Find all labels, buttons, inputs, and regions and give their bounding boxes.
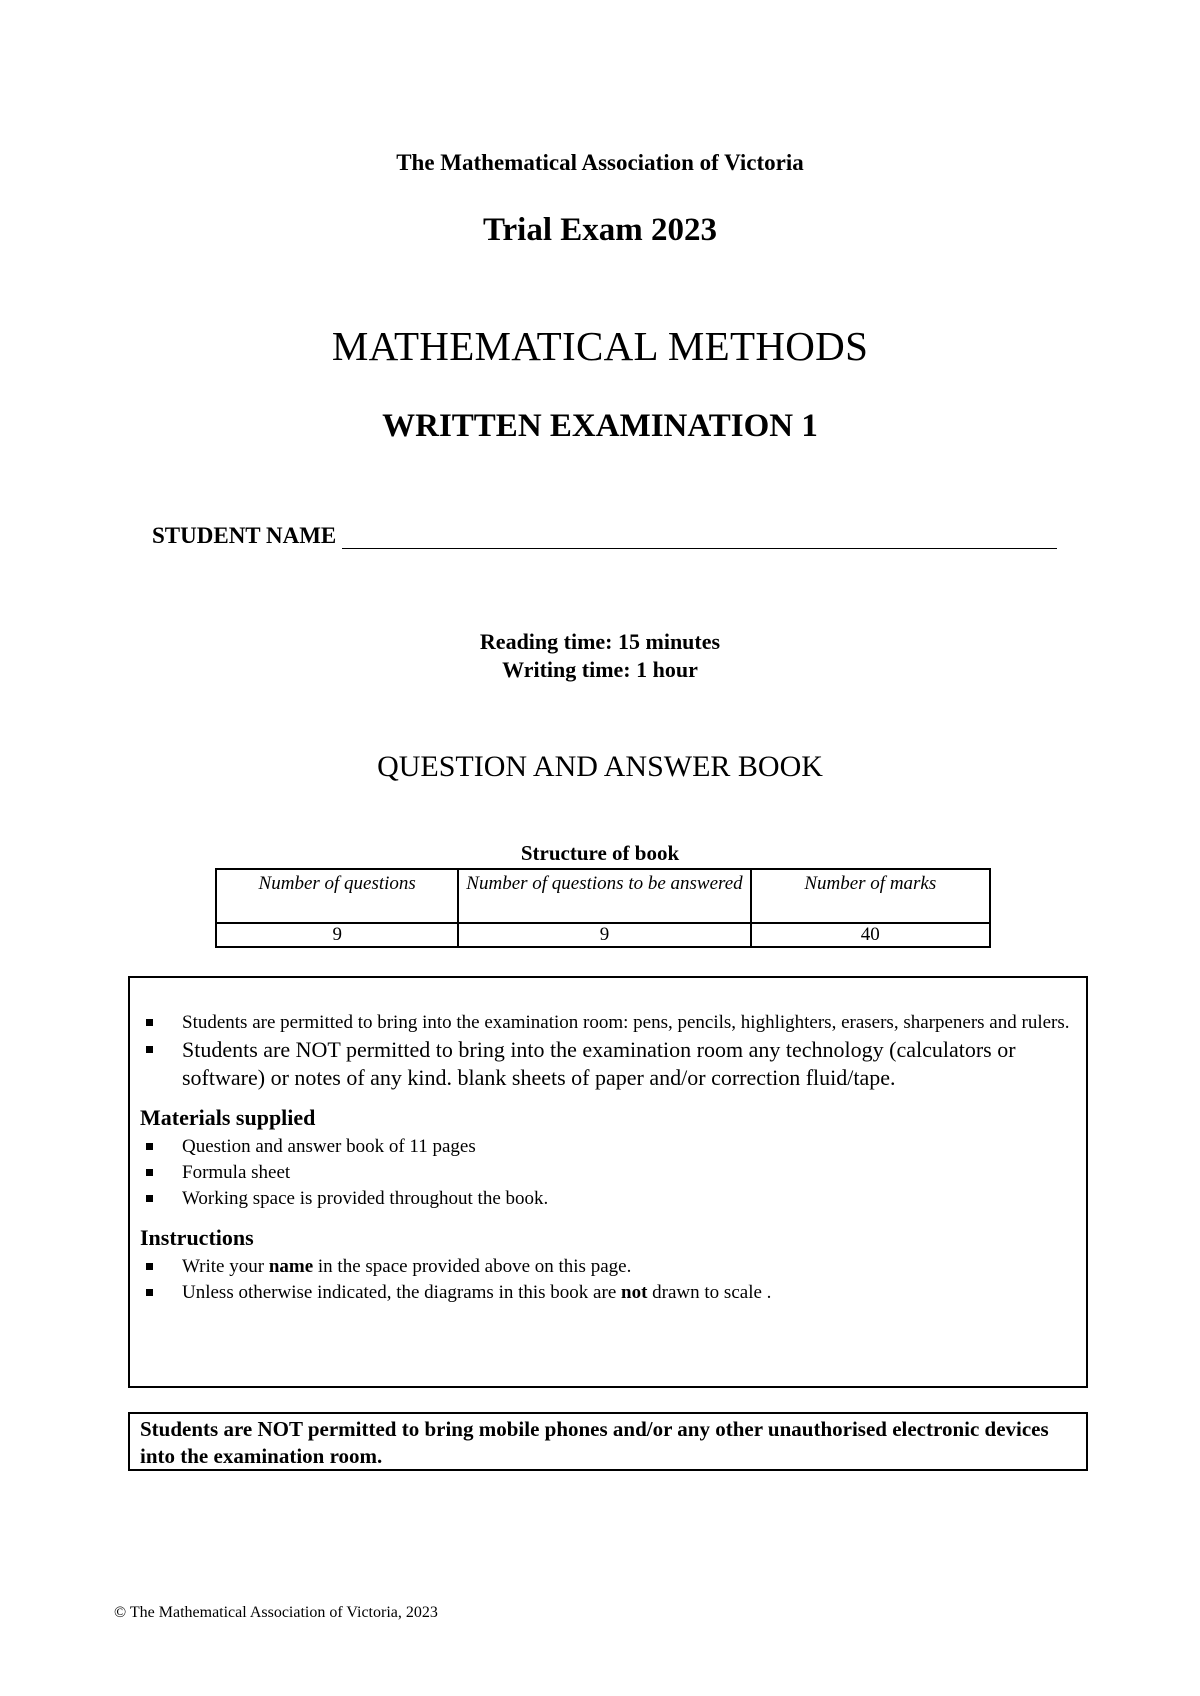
exam-title: WRITTEN EXAMINATION 1 [382,408,818,444]
instructions-heading: Instructions [140,1225,254,1250]
list-item [140,1254,1076,1280]
bold-text: name [268,1256,314,1277]
list-item [140,1280,1076,1306]
text-run: drawn to scale . [647,1282,772,1303]
text-run: in the space provided above on this page. [313,1256,632,1277]
text-run: Unless otherwise indicated, the diagrams in this book are [182,1282,622,1303]
permitted-list [140,1010,1076,1092]
student-name-line[interactable] [342,522,1057,549]
materials-heading: Materials supplied [140,1105,316,1130]
organisation-title: The Mathematical Association of Victoria [396,150,804,175]
instructions-box [128,976,1088,1388]
table-header-cell: Number of questions [216,869,458,923]
writing-time: Writing time: 1 hour [502,657,698,682]
list-item: Students are permitted to bring into the examination room: pens, pencils, highlighters, erasers, sharpeners and rulers. [140,1010,1076,1036]
list-item: Formula sheet [140,1160,1076,1186]
list-item: Question and answer book of 11 pages [140,1134,1076,1160]
text-run: Write your [182,1256,269,1277]
instructions-list [140,1254,1076,1306]
structure-title: Structure of book [520,841,680,865]
structure-table [215,868,991,948]
student-name-row [152,522,1057,549]
table-row [216,923,990,947]
warning-box: Students are NOT permitted to bring mobile phones and/or any other unauthorised electronic devices into the examination room. [128,1412,1088,1471]
table-header-cell: Number of marks [751,869,990,923]
list-item: Students are NOT permitted to bring into the examination room any technology (calculators or software) or notes of any kind. blank sheets of paper and/or correction fluid/tape. [140,1036,1076,1092]
table-cell: 40 [751,923,990,947]
table-cell: 9 [458,923,750,947]
materials-list [140,1134,1076,1212]
student-name-label: STUDENT NAME [152,523,337,548]
table-cell: 9 [216,923,458,947]
copyright-footer: © The Mathematical Association of Victoria, 2023 [114,1604,438,1621]
bold-text: not [621,1282,648,1303]
reading-time: Reading time: 15 minutes [479,629,721,654]
table-header-cell: Number of questions to be answered [458,869,750,923]
subject-title: MATHEMATICAL METHODS [331,323,869,369]
book-title: QUESTION AND ANSWER BOOK [377,750,823,783]
trial-exam-title: Trial Exam 2023 [482,212,718,248]
list-item: Working space is provided throughout the book. [140,1186,1076,1212]
table-header-row [216,869,990,923]
